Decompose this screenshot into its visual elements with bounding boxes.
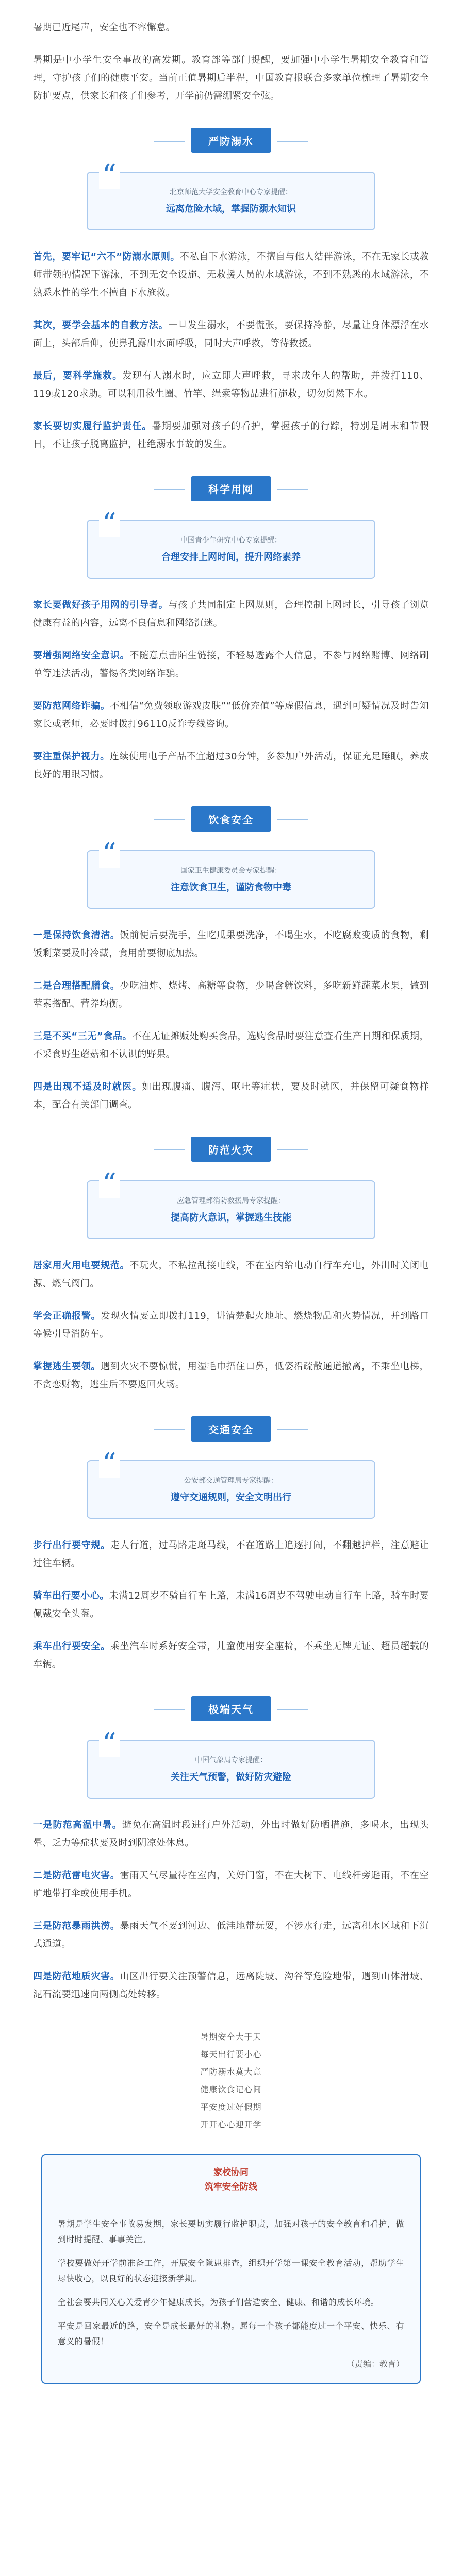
intro-paragraph: 暑期已近尾声，安全也不容懈怠。 [33, 22, 175, 33]
poem-line: 健康饮食记心间 [200, 2084, 262, 2094]
expert-quote-card [87, 159, 375, 230]
notice-paragraph: 暑期是学生安全事故易发期，家长要切实履行监护职责，加强对孩子的安全教育和看护，做到时时提醒、事事关注。 [58, 2219, 404, 2244]
quote-title: 提高防火意识，掌握逃生技能 [171, 1212, 291, 1223]
section-paragraph: 要注重保护视力。连续使用电子产品不宜超过30分钟，多参加户外活动，保证充足睡眠，养成良好的用眼习惯。 [33, 751, 429, 780]
section-tag: 严防溺水 [191, 128, 271, 153]
section-paragraph: 四是防范地质灾害。山区出行要关注预警信息，远离陡坡、沟谷等危险地带，遇到山体滑坡、泥石流要迅速向两侧高处转移。 [33, 1971, 430, 2000]
quote-icon: “ [99, 1730, 120, 1757]
editor-credit: （责编：教育） [346, 2359, 404, 2369]
safety-poem [33, 2028, 429, 2133]
quote-source: 国家卫生健康委员会专家提醒： [180, 867, 282, 875]
section-paragraph: 最后，要科学施救。发现有人溺水时，应立即大声呼救，寻求成年人的帮助，并拨打110、119或120求助。可以利用救生圈、竹竿、绳索等物品进行施救，切勿贸然下水。 [33, 370, 430, 399]
section-paragraph: 二是合理搭配膳食。少吃油炸、烧烤、高糖等食物，少喝含糖饮料，多吃新鲜蔬菜水果，做到荤素搭配、营养均衡。 [33, 980, 430, 1009]
quote-icon: “ [99, 1170, 120, 1198]
quote-source: 中国气象局专家提醒： [195, 1756, 267, 1765]
section-paragraph: 步行出行要守规。走人行道，过马路走斑马线，不在道路上追逐打闹，不翻越护栏，注意避让过往车辆。 [33, 1540, 429, 1569]
section-paragraph: 乘车出行要安全。乘坐汽车时系好安全带，儿童使用安全座椅，不乘坐无牌无证、超员超载的车辆。 [33, 1641, 429, 1670]
section-paragraph: 骑车出行要小心。未满12周岁不骑自行车上路，未满16周岁不驾驶电动自行车上路，骑车时要佩戴安全头盔。 [33, 1590, 429, 1619]
section-tag: 防范火灾 [191, 1137, 271, 1162]
poem-line: 开开心心迎开学 [200, 2120, 262, 2129]
section-paragraph: 要增强网络安全意识。不随意点击陌生链接，不轻易透露个人信息，不参与网络赌博、网络刷单等违法活动，警惕各类网络诈骗。 [33, 650, 429, 679]
quote-source: 北京师范大学安全教育中心专家提醒： [170, 188, 292, 196]
quote-title: 注意饮食卫生，谨防食物中毒 [171, 882, 291, 893]
section-header [33, 1416, 429, 1442]
expert-quote-card [87, 507, 375, 579]
quote-icon: “ [99, 840, 120, 868]
expert-quote-card [87, 1167, 375, 1239]
section-header [33, 476, 429, 501]
section-tag: 极端天气 [191, 1696, 271, 1721]
notice-title: 家校协同 [213, 2167, 249, 2178]
quote-title: 合理安排上网时间，提升网络素养 [161, 552, 301, 563]
section-paragraph: 一是保持饮食清洁。饭前便后要洗手，生吃瓜果要洗净，不喝生水，不吃腐败变质的食物，剩饭剩菜要及时冷藏，食用前要彻底加热。 [33, 930, 430, 959]
section-tag: 交通安全 [191, 1416, 271, 1442]
quote-icon: “ [99, 1450, 120, 1478]
expert-quote-card [87, 1447, 375, 1519]
poem-line: 暑期安全大于天 [200, 2032, 262, 2042]
intro-paragraph: 暑期是中小学生安全事故的高发期。教育部等部门提醒，要加强中小学生暑期安全教育和管理，守护孩子们的健康平安。当前正值暑期后半程，中国教育报联合多家单位梳理了暑期安全防护要点，供家长和孩子们参考，开学前仍需绷紧安全弦。 [33, 55, 429, 101]
section-paragraph: 学会正确报警。发现火情要立即拨打119，讲清楚起火地址、燃烧物品和火势情况，并到路口等候引导消防车。 [33, 1311, 429, 1340]
quote-icon: “ [99, 510, 120, 537]
section-paragraph: 四是出现不适及时就医。如出现腹痛、腹泻、呕吐等症状，要及时就医，并保留可疑食物样本，配合有关部门调查。 [33, 1081, 429, 1110]
quote-title: 遵守交通规则，安全文明出行 [171, 1492, 291, 1503]
poem-line: 平安度过好假期 [200, 2102, 262, 2112]
section-paragraph: 三是不买“三无”食品。不在无证摊贩处购买食品，选购食品时要注意查看生产日期和保质期，不采食野生蘑菇和不认识的野果。 [33, 1031, 430, 1060]
section-header [33, 1137, 429, 1162]
section-paragraph: 掌握逃生要领。遇到火灾不要惊慌，用湿毛巾捂住口鼻，低姿沿疏散通道撤离，不乘坐电梯，不贪恋财物，逃生后不要返回火场。 [33, 1361, 429, 1390]
section-header [33, 806, 429, 832]
section-header [33, 1696, 429, 1721]
poem-line: 每天出行要小心 [200, 2049, 262, 2059]
section-paragraph: 三是防范暴雨洪涝。暴雨天气不要到河边、低洼地带玩耍，不涉水行走，远离积水区域和下沉式通道。 [33, 1921, 430, 1950]
section-paragraph: 家长要切实履行监护责任。暑期要加强对孩子的看护，掌握孩子的行踪，特别是周末和节假日，不让孩子脱离监护，杜绝溺水事故的发生。 [33, 421, 429, 450]
notice-paragraph: 学校要做好开学前准备工作，开展安全隐患排查，组织开学第一课安全教育活动，帮助学生尽快收心，以良好的状态迎接新学期。 [58, 2258, 404, 2283]
section-header [33, 128, 429, 153]
section-paragraph: 要防范网络诈骗。不相信“免费领取游戏皮肤”“低价充值”等虚假信息，遇到可疑情况及时告知家长或老师，必要时拨打96110反诈专线咨询。 [33, 701, 429, 730]
section-paragraph: 一是防范高温中暑。避免在高温时段进行户外活动，外出时做好防晒措施，多喝水，出现头晕、乏力等症状要及时到阴凉处休息。 [33, 1820, 429, 1849]
quote-source: 公安部交通管理局专家提醒： [184, 1477, 278, 1485]
section-tag: 饮食安全 [191, 806, 271, 832]
section-tag: 科学用网 [191, 476, 271, 501]
expert-quote-card [87, 837, 375, 909]
notice-paragraph: 平安是回家最近的路，安全是成长最好的礼物。愿每一个孩子都能度过一个平安、快乐、有意义的暑假！ [58, 2321, 404, 2346]
section-paragraph: 二是防范雷电灾害。雷雨天气尽量待在室内，关好门窗，不在大树下、电线杆旁避雨，不在空旷地带打伞或使用手机。 [33, 1870, 430, 1899]
notice-box [41, 2154, 421, 2384]
section-paragraph: 居家用火用电要规范。不玩火，不私拉乱接电线，不在室内给电动自行车充电，外出时关闭电源、燃气阀门。 [33, 1260, 429, 1289]
section-paragraph: 家长要做好孩子用网的引导者。与孩子共同制定上网规则，合理控制上网时长，引导孩子浏览健康有益的内容，远离不良信息和网络沉迷。 [33, 600, 429, 629]
quote-title: 远离危险水域，掌握防溺水知识 [166, 204, 296, 214]
quote-source: 中国青少年研究中心专家提醒： [180, 536, 282, 545]
quote-icon: “ [99, 161, 120, 189]
notice-header [58, 2165, 404, 2194]
quote-source: 应急管理部消防救援局专家提醒： [177, 1197, 285, 1205]
notice-paragraph: 全社会要共同关心关爱青少年健康成长，为孩子们营造安全、健康、和谐的成长环境。 [58, 2297, 380, 2307]
expert-quote-card [87, 1727, 375, 1799]
section-paragraph: 其次，要学会基本的自救方法。一旦发生溺水，不要慌张，要保持冷静，尽量让身体漂浮在水面上，头部后仰，使鼻孔露出水面呼吸，同时大声呼救，等待救援。 [33, 320, 429, 349]
section-paragraph: 首先，要牢记“六不”防溺水原则。不私自下水游泳，不擅自与他人结伴游泳，不在无家长或教师带领的情况下游泳，不到无安全设施、无救援人员的水域游泳，不到不熟悉的水域游泳，不熟悉水性的学生不擅自下水施救。 [33, 251, 429, 298]
notice-subtitle: 筑牢安全防线 [205, 2182, 257, 2192]
quote-title: 关注天气预警，做好防灾避险 [171, 1772, 291, 1783]
poem-line: 严防溺水莫大意 [200, 2067, 262, 2077]
